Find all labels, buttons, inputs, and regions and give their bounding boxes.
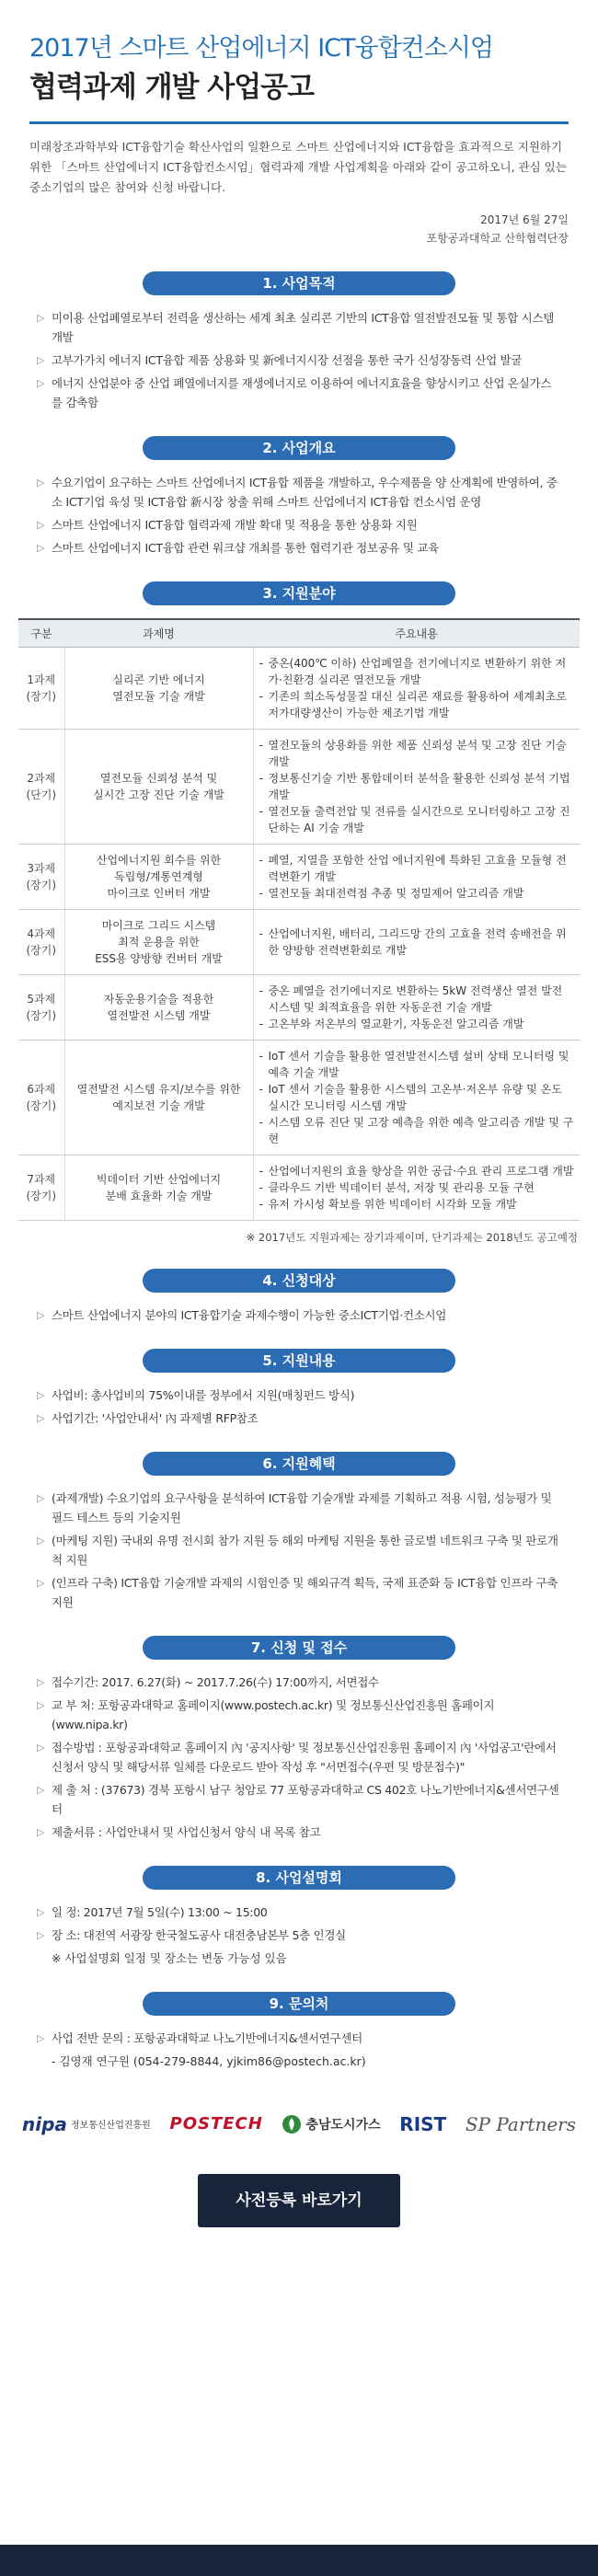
project-name: 산업에너지원 회수를 위한 독립형/계통연계형 마이크로 인버터 개발 bbox=[64, 844, 253, 909]
project-name: 자동운용기술을 적용한 열전발전 시스템 개발 bbox=[64, 974, 253, 1040]
content-list bbox=[259, 983, 575, 1032]
content-list bbox=[259, 1048, 575, 1147]
triangle-bullet-icon: ▷ bbox=[37, 1783, 45, 1796]
page-title-line2: 협력과제 개발 사업공고 bbox=[29, 71, 315, 104]
project-name: 열전발전 시스템 유지/보수를 위한 예지보전 기술 개발 bbox=[64, 1040, 253, 1155]
project-table bbox=[18, 618, 580, 1221]
project-name: 실리콘 기반 에너지 열전모듈 기술 개발 bbox=[64, 647, 253, 729]
support-list bbox=[37, 1386, 561, 1428]
project-code: 7과제 (장기) bbox=[18, 1155, 64, 1220]
table-header-row bbox=[18, 619, 580, 647]
section-purpose-header bbox=[0, 271, 598, 295]
chungnam-logo-text: 충남도시가스 bbox=[305, 2117, 381, 2133]
target-list bbox=[37, 1305, 561, 1325]
triangle-bullet-icon: ▷ bbox=[37, 1491, 45, 1504]
triangle-bullet-icon: ▷ bbox=[37, 2031, 45, 2044]
cta-container bbox=[0, 2174, 598, 2227]
project-code: 5과제 (장기) bbox=[18, 974, 64, 1040]
table-row bbox=[18, 844, 580, 909]
list-item: ▷ (마케팅 지원) 국내외 유명 전시회 참가 지원 등 해외 마케팅 지원을 통한 글로벌 네트워크 구축 및 판로개척 지원 bbox=[37, 1531, 561, 1570]
triangle-bullet-icon: ▷ bbox=[37, 312, 45, 324]
content-item: - 유저 가시성 확보를 위한 빅데이터 시각화 모듈 개발 bbox=[259, 1196, 575, 1213]
page-header bbox=[0, 0, 598, 247]
content-item: - 열전모듈 출력전압 및 전류를 실시간으로 모니터링하고 고장 진단하는 AI 기술 개발 bbox=[259, 803, 575, 836]
section-benefits-header bbox=[0, 1452, 598, 1476]
section-support-header bbox=[0, 1349, 598, 1373]
list-item: ▷ 스마트 산업에너지 분야의 ICT융합기술 과제수행이 가능한 중소ICT기업·컨소시엄 bbox=[37, 1305, 561, 1325]
content-item: - 중온(400℃ 이하) 산업폐열을 전기에너지로 변환하기 위한 저가·친환경 실리콘 열전모듈 개발 bbox=[259, 655, 575, 688]
section-title: 8. 사업설명회 bbox=[143, 1866, 455, 1890]
triangle-bullet-icon: ▷ bbox=[37, 1825, 45, 1838]
flame-icon bbox=[282, 2114, 302, 2134]
list-item: ▷ 장 소: 대전역 서광장 한국철도공사 대전충남본부 5층 인경실 bbox=[37, 1926, 561, 1945]
content-list bbox=[259, 1163, 575, 1213]
triangle-bullet-icon: ▷ bbox=[37, 1534, 45, 1547]
overview-list bbox=[37, 473, 561, 558]
sp-logo-text: SP Partners bbox=[465, 2112, 576, 2135]
table-note: ※ 2017년도 지원과제는 장기과제이며, 단기과제는 2018년도 공고예정 bbox=[246, 1230, 578, 1244]
table-row bbox=[18, 1155, 580, 1220]
project-table-body bbox=[18, 647, 580, 1220]
content-item: - 폐열, 지열을 포함한 산업 에너지원에 특화된 고효율 모듈형 전력변환기 개발 bbox=[259, 852, 575, 885]
pre-registration-button[interactable]: 사전등록 바로가기 bbox=[198, 2174, 400, 2227]
project-content bbox=[253, 844, 580, 909]
project-name: 마이크로 그리드 시스템 최적 운용을 위한 ESS용 양방향 컨버터 개발 bbox=[64, 909, 253, 974]
section-title: 7. 신청 및 접수 bbox=[143, 1636, 455, 1660]
intro-text: 미래창조과학부와 ICT융합기술 확산사업의 일환으로 스마트 산업에너지와 ICT융합을 효과적으로 지원하기 위한 「스마트 산업에너지 ICT융합컨소시엄」협력과제 개발 사업계획을 아래와 같이 공고하오니, 관심 있는 중소기업의 많은 참여와 신청 바랍니다. bbox=[29, 140, 567, 194]
project-content bbox=[253, 729, 580, 844]
project-code: 1과제 (장기) bbox=[18, 647, 64, 729]
content-item: - 기존의 희소독성물질 대신 실리콘 재료를 활용하여 세계최초로 저가대량생산이 가능한 제조기법 개발 bbox=[259, 688, 575, 721]
nipa-logo bbox=[22, 2113, 151, 2135]
column-header: 주요내용 bbox=[253, 619, 580, 647]
project-name: 빅데이터 기반 산업에너지 분배 효율화 기술 개발 bbox=[64, 1155, 253, 1220]
purpose-list bbox=[37, 308, 561, 412]
triangle-bullet-icon: ▷ bbox=[37, 1905, 45, 1918]
table-row bbox=[18, 647, 580, 729]
apply-list bbox=[37, 1673, 561, 1842]
nipa-logo-mark: nipa bbox=[22, 2112, 67, 2135]
project-code: 3과제 (장기) bbox=[18, 844, 64, 909]
section-title: 1. 사업목적 bbox=[143, 271, 455, 295]
section-title: 3. 지원분야 bbox=[143, 581, 455, 605]
list-item: ▷ 스마트 산업에너지 ICT융합 관련 워크샵 개최를 통한 협력기관 정보공유 및 교육 bbox=[37, 538, 561, 558]
list-item: ▷ 고부가가치 에너지 ICT융합 제품 상용화 및 新에너지시장 선점을 통한 국가 신성장동력 산업 발굴 bbox=[37, 351, 561, 370]
title-divider bbox=[29, 121, 569, 124]
footer-bar bbox=[0, 2545, 598, 2576]
project-content bbox=[253, 647, 580, 729]
list-item: ▷ 에너지 산업분야 중 산업 폐열에너지를 재생에너지로 이용하여 에너지효율을 향상시키고 산업 온실가스를 감축함 bbox=[37, 374, 561, 412]
triangle-bullet-icon: ▷ bbox=[37, 1388, 45, 1401]
announcement-org: 포항공과대학교 산학협력단장 bbox=[426, 232, 569, 245]
announcement-date: 2017년 6월 27일 bbox=[480, 213, 569, 226]
table-row bbox=[18, 909, 580, 974]
table-row bbox=[18, 1040, 580, 1155]
sp-partners-logo bbox=[466, 2113, 576, 2135]
triangle-bullet-icon: ▷ bbox=[37, 542, 45, 554]
list-item: ▷ 사업기간: '사업안내서' 內 과제별 RFP참조 bbox=[37, 1409, 561, 1428]
postech-logo bbox=[170, 2114, 263, 2133]
triangle-bullet-icon: ▷ bbox=[37, 1698, 45, 1711]
session-list bbox=[37, 1903, 561, 1945]
list-item: ▷ 스마트 산업에너지 ICT융합 협력과제 개발 확대 및 적용을 통한 상용화 지원 bbox=[37, 515, 561, 535]
project-content bbox=[253, 974, 580, 1040]
list-item: ▷ 일 정: 2017년 7월 5일(수) 13:00 ~ 15:00 bbox=[37, 1903, 561, 1922]
list-item: ▷ 사업비: 총사업비의 75%이내를 정부에서 지원(매칭펀드 방식) bbox=[37, 1386, 561, 1405]
list-item: ▷ 사업 전반 문의 : 포항공과대학교 나노기반에너지&센서연구센터 bbox=[37, 2029, 561, 2048]
content-list bbox=[259, 737, 575, 836]
benefits-list bbox=[37, 1489, 561, 1612]
content-list bbox=[259, 926, 575, 959]
list-item: ▷ (인프라 구축) ICT융합 기술개발 과제의 시험인증 및 해외규격 획득, 국제 표준화 등 ICT융합 인프라 구축 지원 bbox=[37, 1573, 561, 1612]
project-code: 2과제 (단기) bbox=[18, 729, 64, 844]
contact-list bbox=[37, 2029, 561, 2048]
triangle-bullet-icon: ▷ bbox=[37, 377, 45, 389]
table-row bbox=[18, 974, 580, 1040]
contact-detail: - 김영재 연구원 (054-279-8844, yjkim86@postech.ac.kr) bbox=[52, 2053, 366, 2068]
section-contact-header bbox=[0, 1992, 598, 2016]
content-item: - 산업에너지원, 배터리, 그리드망 간의 고효율 전력 송배전을 위한 양방향 전력변환회로 개발 bbox=[259, 926, 575, 959]
content-list bbox=[259, 655, 575, 721]
content-item: - IoT 센서 기술을 활용한 열전발전시스템 설비 상태 모니터링 및 예측 기술 개발 bbox=[259, 1048, 575, 1081]
content-list bbox=[259, 852, 575, 902]
list-item: ▷ 접수기간: 2017. 6.27(화) ~ 2017.7.26(수) 17:00까지, 서면접수 bbox=[37, 1673, 561, 1692]
project-code: 4과제 (장기) bbox=[18, 909, 64, 974]
content-item: - IoT 센서 기술을 활용한 시스템의 고온부·저온부 유량 및 온도 실시간 모니터링 시스템 개발 bbox=[259, 1081, 575, 1114]
content-item: - 시스템 오류 진단 및 고장 예측을 위한 예측 알고리즘 개발 및 구현 bbox=[259, 1114, 575, 1147]
section-title: 2. 사업개요 bbox=[143, 436, 455, 460]
triangle-bullet-icon: ▷ bbox=[37, 1741, 45, 1754]
content-item: - 중온 폐열을 전기에너지로 변환하는 5kW 전력생산 열전 발전 시스템 및 최적효율을 위한 자동운전 기술 개발 bbox=[259, 983, 575, 1016]
section-session-header bbox=[0, 1866, 598, 1890]
postech-logo-text: POSTECH bbox=[169, 2114, 263, 2133]
partner-logos bbox=[22, 2106, 576, 2143]
list-item: ▷ 교 부 처: 포항공과대학교 홈페이지(www.postech.ac.kr) 및 정보통신산업진흥원 홈페이지(www.nipa.kr) bbox=[37, 1696, 561, 1734]
section-target-header bbox=[0, 1269, 598, 1293]
list-item: ▷ 미이용 산업폐열로부터 전력을 생산하는 세계 최초 실리콘 기반의 ICT융합 열전발전모듈 및 통합 시스템 개발 bbox=[37, 308, 561, 347]
content-item: - 정보통신기술 기반 통합데이터 분석을 활용한 신뢰성 분석 기법 개발 bbox=[259, 770, 575, 803]
project-code: 6과제 (장기) bbox=[18, 1040, 64, 1155]
table-row bbox=[18, 729, 580, 844]
column-header: 과제명 bbox=[64, 619, 253, 647]
section-title: 6. 지원혜택 bbox=[143, 1452, 455, 1476]
section-apply-header bbox=[0, 1636, 598, 1660]
content-item: - 고온부와 저온부의 열교환기, 자동운전 알고리즘 개발 bbox=[259, 1016, 575, 1032]
section-fields-header bbox=[0, 581, 598, 605]
list-item: ▷ 수요기업이 요구하는 스마트 산업에너지 ICT융합 제품을 개발하고, 우수제품을 양 산계획에 반영하여, 중소 ICT기업 육성 및 ICT융합 新시장 창출 위해 스마트 산업에너지 ICT융합 컨소시엄 운영 bbox=[37, 473, 561, 512]
content-item: - 산업에너지원의 효율 향상을 위한 공급·수요 관리 프로그램 개발 bbox=[259, 1163, 575, 1179]
content-item: - 열전모듈의 상용화를 위한 제품 신뢰성 분석 및 고장 진단 기술 개발 bbox=[259, 737, 575, 770]
nipa-logo-text: 정보통신산업진흥원 bbox=[70, 2121, 151, 2131]
project-name: 열전모듈 신뢰성 분석 및 실시간 고장 진단 기술 개발 bbox=[64, 729, 253, 844]
page-title-line1: 2017년 스마트 산업에너지 ICT융합컨소시엄 bbox=[29, 34, 493, 63]
triangle-bullet-icon: ▷ bbox=[37, 354, 45, 366]
triangle-bullet-icon: ▷ bbox=[37, 1308, 45, 1321]
session-note: ※ 사업설명회 일정 및 장소는 변동 가능성 있음 bbox=[52, 1950, 287, 1965]
triangle-bullet-icon: ▷ bbox=[37, 519, 45, 531]
list-item: ▷ 제출서류 : 사업안내서 및 사업신청서 양식 내 목록 참고 bbox=[37, 1823, 561, 1842]
section-title: 5. 지원내용 bbox=[143, 1349, 455, 1373]
content-item: - 열전모듈 최대전력점 추종 및 정밀제어 알고리즘 개발 bbox=[259, 885, 575, 902]
rist-logo bbox=[399, 2113, 446, 2135]
project-content bbox=[253, 909, 580, 974]
date-block bbox=[29, 211, 569, 247]
triangle-bullet-icon: ▷ bbox=[37, 477, 45, 489]
section-title: 4. 신청대상 bbox=[143, 1269, 455, 1293]
rist-logo-text: RIST bbox=[399, 2112, 447, 2135]
triangle-bullet-icon: ▷ bbox=[37, 1675, 45, 1688]
project-content bbox=[253, 1040, 580, 1155]
list-item: ▷ 접수방법 : 포항공과대학교 홈페이지 內 '공지사항' 및 정보통신산업진흥원 홈페이지 內 '사업공고'란에서 신청서 양식 및 해당서류 일체를 다운로드 받아 작성 후 "서면접수(우편 및 방문접수)" bbox=[37, 1738, 561, 1777]
project-content bbox=[253, 1155, 580, 1220]
content-item: - 클라우드 기반 빅데이터 분석, 저장 및 관리용 모듈 구현 bbox=[259, 1179, 575, 1196]
triangle-bullet-icon: ▷ bbox=[37, 1928, 45, 1941]
column-header: 구분 bbox=[18, 619, 64, 647]
triangle-bullet-icon: ▷ bbox=[37, 1411, 45, 1424]
list-item: ▷ (과제개발) 수요기업의 요구사항을 분석하여 ICT융합 기술개발 과제를 기획하고 적용 시험, 성능평가 및 필드 테스트 등의 기술지원 bbox=[37, 1489, 561, 1527]
triangle-bullet-icon: ▷ bbox=[37, 1576, 45, 1589]
section-overview-header bbox=[0, 436, 598, 460]
chungnam-gas-logo bbox=[282, 2114, 380, 2134]
list-item: ▷ 제 출 처 : (37673) 경북 포항시 남구 청암로 77 포항공과대학교 CS 402호 나노기반에너지&센서연구센터 bbox=[37, 1780, 561, 1819]
section-title: 9. 문의처 bbox=[143, 1992, 455, 2016]
